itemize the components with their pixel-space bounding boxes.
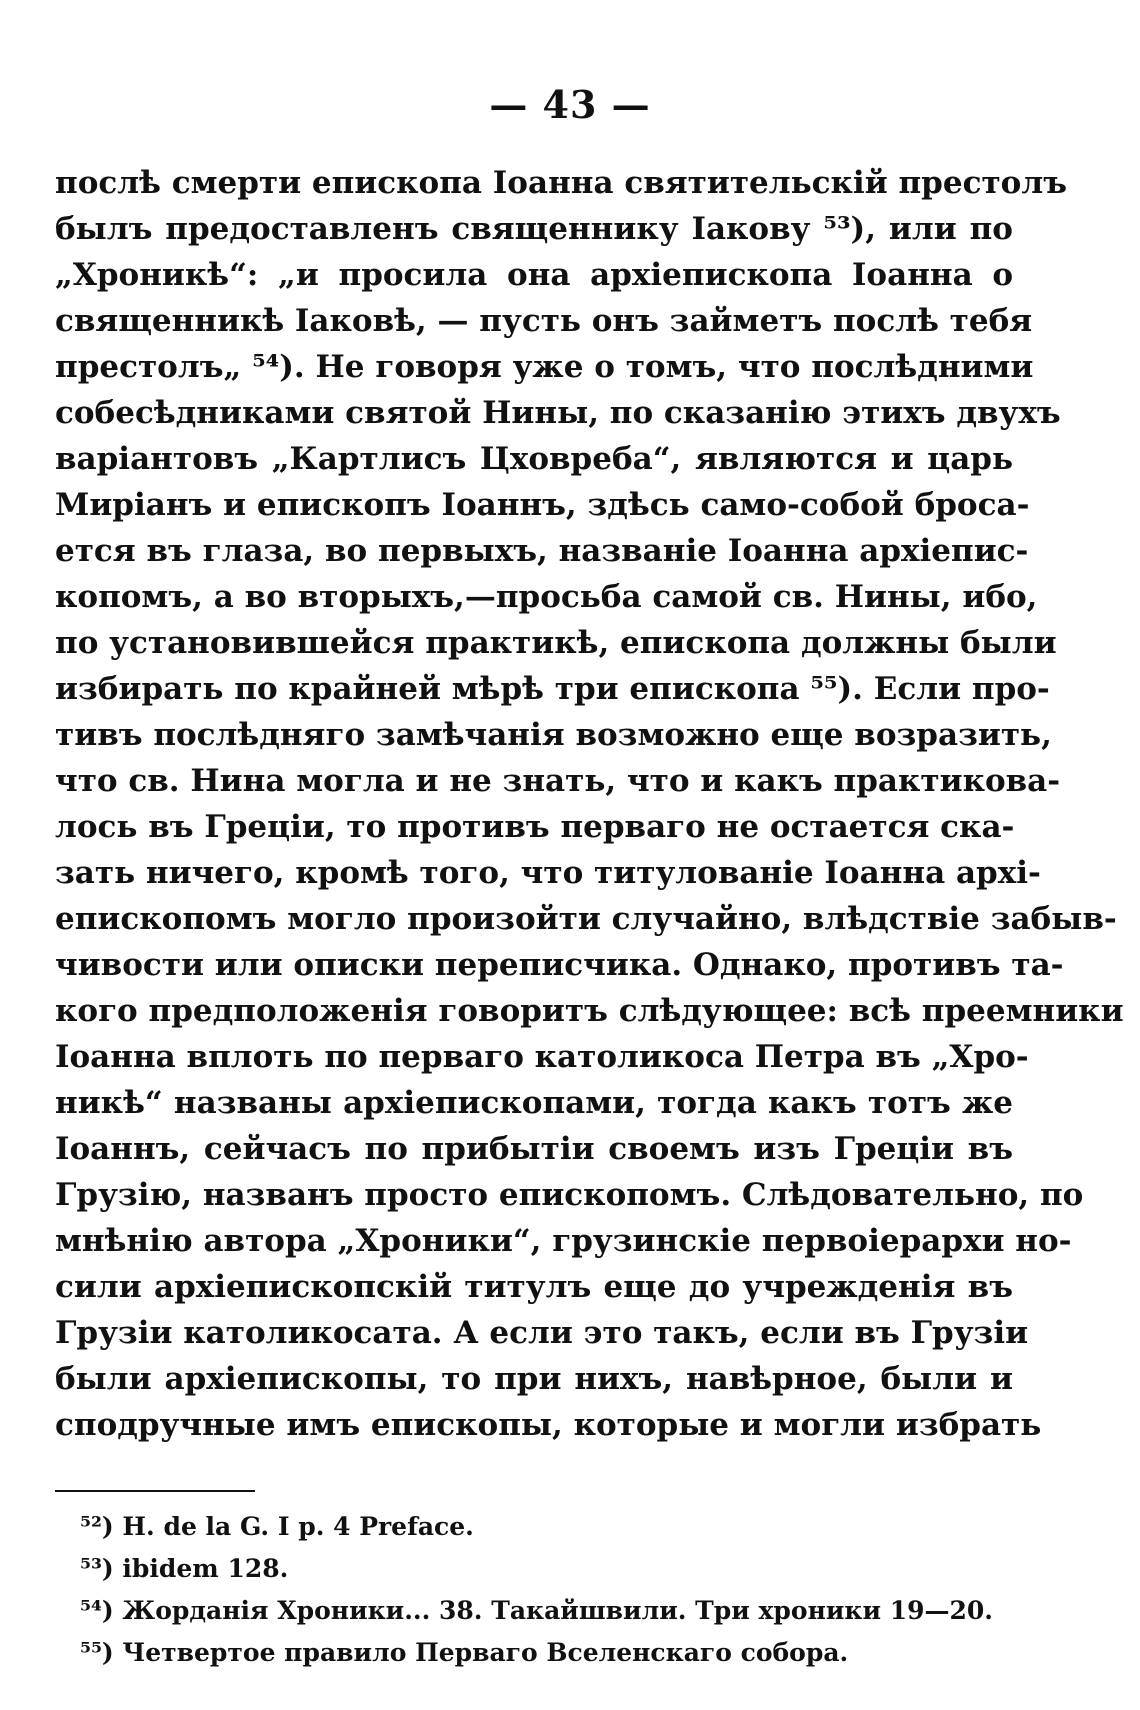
text-line: послѣ смерти епископа Іоанна святительскій престолъ bbox=[55, 165, 1067, 201]
text-line: чивости или описки переписчика. Однако, противъ та- bbox=[55, 947, 1064, 983]
page-number: — 43 — bbox=[489, 82, 651, 127]
text-line: сили архіепископскій титулъ еще до учрежденія въ bbox=[55, 1269, 1013, 1305]
footnote: ⁵²) H. de la G. I p. 4 Preface. bbox=[80, 1512, 474, 1541]
text-line: мнѣнію автора „Хроники“, грузинскіе первоіерархи но- bbox=[55, 1223, 1072, 1259]
text-line: престолъ„ ⁵⁴). Не говоря уже о томъ, что послѣдними bbox=[55, 349, 1034, 385]
text-line: Іоанна вплоть по перваго католикоса Петра въ „Хро- bbox=[55, 1039, 1029, 1075]
text-line: по установившейся практикѣ, епископа должны были bbox=[55, 625, 1057, 661]
text-line: епископомъ могло произойти случайно, влѣдствіе забыв- bbox=[55, 901, 1117, 937]
text-line: священникѣ Іаковѣ, — пусть онъ займетъ послѣ тебя bbox=[55, 303, 1033, 339]
footnote: ⁵⁵) Четвертое правило Перваго Вселенскаго собора. bbox=[80, 1638, 849, 1667]
body-text bbox=[55, 160, 1124, 1448]
text-line: собесѣдниками святой Нины, по сказанію этихъ двухъ bbox=[55, 395, 1061, 431]
text-line: избирать по крайней мѣрѣ три епископа ⁵⁵). Если про- bbox=[55, 671, 1050, 707]
text-line: ется въ глаза, во первыхъ, названіе Іоанна архіепис- bbox=[55, 533, 1029, 569]
text-line: никѣ“ названы архіепископами, тогда какъ тотъ же bbox=[55, 1085, 1013, 1121]
footnote: ⁵⁴) Жорданія Хроники... 38. Такайшвили. Три хроники 19—20. bbox=[80, 1596, 993, 1625]
text-line: Грузіи католикосата. А если это такъ, если въ Грузіи bbox=[55, 1315, 1029, 1351]
text-line: кого предположенія говоритъ слѣдующее: всѣ преемники bbox=[55, 993, 1124, 1029]
text-line: „Хроникѣ“: „и просила она архіепископа Іоанна о bbox=[55, 257, 1013, 293]
text-line: копомъ, а во вторыхъ,—просьба самой св. Нины, ибо, bbox=[55, 579, 1038, 615]
text-line: зать ничего, кромѣ того, что титулованіе Іоанна архі- bbox=[55, 855, 1041, 891]
text-line: сподручные имъ епископы, которые и могли избрать bbox=[55, 1407, 1042, 1443]
text-line: Іоаннъ, сейчасъ по прибытіи своемъ изъ Греціи въ bbox=[55, 1131, 1013, 1167]
text-line: былъ предоставленъ священнику Іакову ⁵³), или по bbox=[55, 211, 1013, 247]
text-line: Грузію, названъ просто епископомъ. Слѣдовательно, по bbox=[55, 1177, 1084, 1213]
text-line: что св. Нина могла и не знать, что и какъ практикова- bbox=[55, 763, 1061, 799]
text-line: лось въ Греціи, то противъ перваго не остается ска- bbox=[55, 809, 1015, 845]
text-line: были архіепископы, то при нихъ, навѣрное, были и bbox=[55, 1361, 1013, 1397]
footnote-divider bbox=[55, 1490, 255, 1492]
text-line: варіантовъ „Картлисъ Цховреба“, являются и царь bbox=[55, 441, 1013, 477]
footnotes bbox=[80, 1506, 1010, 1674]
text-line: Миріанъ и епископъ Іоаннъ, здѣсь само-собой броса- bbox=[55, 487, 1030, 523]
text-line: тивъ послѣдняго замѣчанія возможно еще возразить, bbox=[55, 717, 1052, 753]
footnote: ⁵³) ibidem 128. bbox=[80, 1554, 289, 1583]
